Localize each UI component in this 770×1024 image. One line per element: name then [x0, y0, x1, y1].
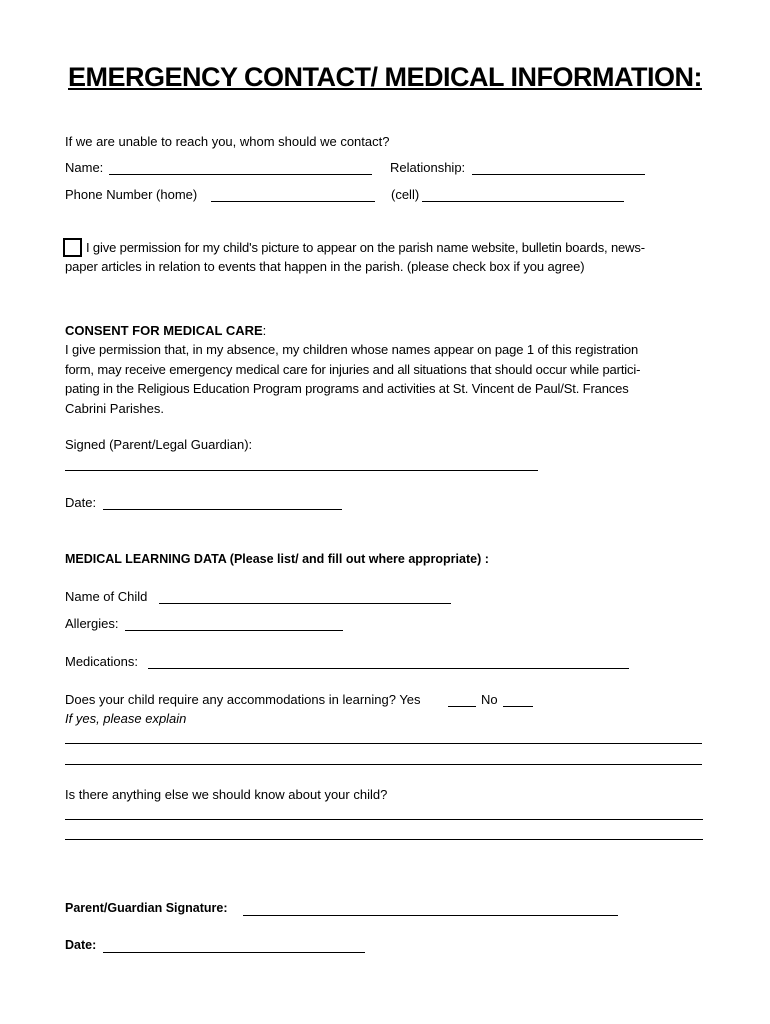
photo-permission-line2: paper articles in relation to events that happen in the parish. (please check box if you agree) [65, 259, 585, 274]
guardian-signature-field[interactable] [65, 470, 538, 471]
photo-permission-line1: I give permission for my child's picture to appear on the parish name website, bulletin boards, news- [86, 240, 645, 255]
explain-line-1[interactable] [65, 743, 702, 744]
accommodations-no-label: No [481, 692, 498, 707]
form-title: EMERGENCY CONTACT/ MEDICAL INFORMATION: [68, 62, 702, 92]
phone-cell-field[interactable] [422, 201, 624, 202]
anything-else-line-2[interactable] [65, 839, 703, 840]
medications-field[interactable] [148, 668, 629, 669]
allergies-label: Allergies: [65, 616, 119, 631]
consent-date-label: Date: [65, 495, 97, 510]
consent-heading-row [65, 323, 266, 339]
medications-label: Medications: [65, 654, 138, 669]
explain-label: If yes, please explain [65, 711, 187, 726]
consent-line2: form, may receive emergency medical care for injuries and all situations that should occur while partici- [65, 362, 641, 377]
explain-line-2[interactable] [65, 764, 702, 765]
consent-line1: I give permission that, in my absence, my children whose names appear on page 1 of this registration [65, 342, 639, 357]
accommodations-question: Does your child require any accommodations in learning? Yes [65, 692, 421, 707]
phone-home-label: Phone Number (home) [65, 187, 198, 202]
child-name-label: Name of Child [65, 589, 148, 604]
signed-label: Signed (Parent/Legal Guardian): [65, 437, 253, 452]
relationship-label: Relationship: [390, 160, 466, 175]
footer-signature-label: Parent/Guardian Signature: [65, 901, 228, 915]
child-name-field[interactable] [159, 603, 451, 604]
consent-heading-colon: : [262, 323, 267, 338]
footer-signature-field[interactable] [243, 915, 618, 916]
medical-heading: MEDICAL LEARNING DATA (Please list/ and fill out where appropriate) : [65, 552, 489, 566]
photo-permission-checkbox[interactable] [63, 238, 82, 257]
contact-name-field[interactable] [109, 174, 372, 175]
accommodations-no-field[interactable] [503, 706, 533, 707]
phone-home-field[interactable] [211, 201, 375, 202]
anything-else-label: Is there anything else we should know about your child? [65, 787, 388, 802]
footer-date-field[interactable] [103, 952, 365, 953]
relationship-field[interactable] [472, 174, 645, 175]
contact-question: If we are unable to reach you, whom should we contact? [65, 134, 390, 149]
consent-line3: pating in the Religious Education Program programs and activities at St. Vincent de Paul/St. Frances [65, 381, 629, 396]
consent-date-field[interactable] [103, 509, 342, 510]
footer-date-label: Date: [65, 938, 97, 952]
phone-cell-label: (cell) [391, 187, 420, 202]
consent-heading: CONSENT FOR MEDICAL CARE [65, 323, 263, 338]
consent-line4: Cabrini Parishes. [65, 401, 164, 416]
allergies-field[interactable] [125, 630, 343, 631]
contact-name-label: Name: [65, 160, 104, 175]
accommodations-yes-field[interactable] [448, 706, 476, 707]
anything-else-line-1[interactable] [65, 819, 703, 820]
